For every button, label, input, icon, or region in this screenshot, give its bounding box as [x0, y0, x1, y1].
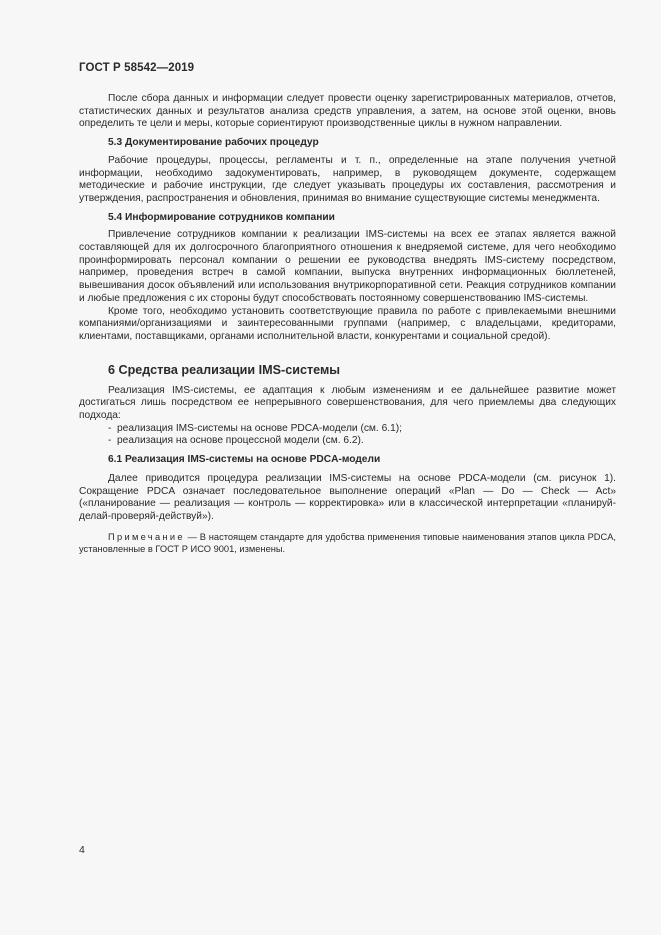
list-item: - реализация IMS-системы на основе PDCA-модели (см. 6.1);: [108, 422, 402, 434]
section-6-1-paragraph: Далее приводится процедура реализации IMS-системы на основе PDCA-модели (см. рисунок 1). Сокращение PDCA означает последовательное выполнение операций «Plan — Do — Check — Act» («планирование — реализация — контроль — корректировка» или в классической интерпретации «планируй-делай-проверяй-действуй»).: [79, 472, 616, 522]
section-6-1-title: 6.1 Реализация IMS-системы на основе PDCA-модели: [108, 454, 381, 466]
section-5-4-paragraph-2: Кроме того, необходимо установить соответствующие правила по работе с привлекаемыми внешними компаниями/организациями и заинтересованными группами (например, с владельцами, кредиторами, клиентами, поставщиками, органами исполнительной власти, конкурентами и социальной средой).: [79, 305, 616, 342]
section-5-4-title: 5.4 Информирование сотрудников компании: [108, 211, 335, 223]
section-5-3-title: 5.3 Документирование рабочих процедур: [108, 137, 319, 149]
note-paragraph: [79, 531, 616, 555]
section-5-3-paragraph: Рабочие процедуры, процессы, регламенты и т. п., определенные на этапе получения учетной информации, необходимо задокументировать, например, в руководящем документе, содержащем методические и рабочие инструкции, где следует указывать процедуры их составления, рассмотрения и утверждения, распространения и обновления, принимая во внимание существующие системы менеджмента.: [79, 154, 616, 204]
standard-header: ГОСТ Р 58542—2019: [79, 62, 195, 74]
note-label: Примечание: [108, 531, 185, 542]
intro-paragraph: После сбора данных и информации следует провести оценку зарегистрированных материалов, отчетов, статистических данных и результатов анализа средств управления, а затем, на основе этой оценки, вновь определить те цели и меры, которые сориентируют производственные циклы в нужном направлении.: [79, 93, 616, 130]
section-6-title: 6 Средства реализации IMS-системы: [108, 362, 341, 377]
page-content: [79, 93, 616, 555]
section-6-paragraph: Реализация IMS-системы, ее адаптация к любым изменениям и ее дальнейшее развитие может достигаться лишь посредством ее непрерывного совершенствования, для чего приемлемы два следующих подхода:: [79, 384, 616, 422]
note-text: — В настоящем стандарте для удобства применения типовые наименования этапов цикла PDCA, установленные в ГОСТ Р ИСО 9001, изменены.: [79, 531, 616, 554]
section-5-4-paragraph-1: Привлечение сотрудников компании к реализации IMS-системы на всех ее этапах является важной составляющей для их долгосрочного благоприятного отношения к внедряемой системе, для чего необходимо проинформировать персонал компании о решении ее руководства внедрять IMS-систему посредством, например, проведения встреч в самой компании, выпуска внутренних информационных бюллетеней, вывешивания досок объявлений или использования внутрикорпоративной сети. Реакция сотрудников компании и любые предложения с их стороны будут способствовать постоянному совершенствованию IMS-системы.: [79, 229, 616, 304]
page-number: 4: [79, 844, 85, 856]
list-item: - реализация на основе процессной модели (см. 6.2).: [108, 435, 364, 447]
